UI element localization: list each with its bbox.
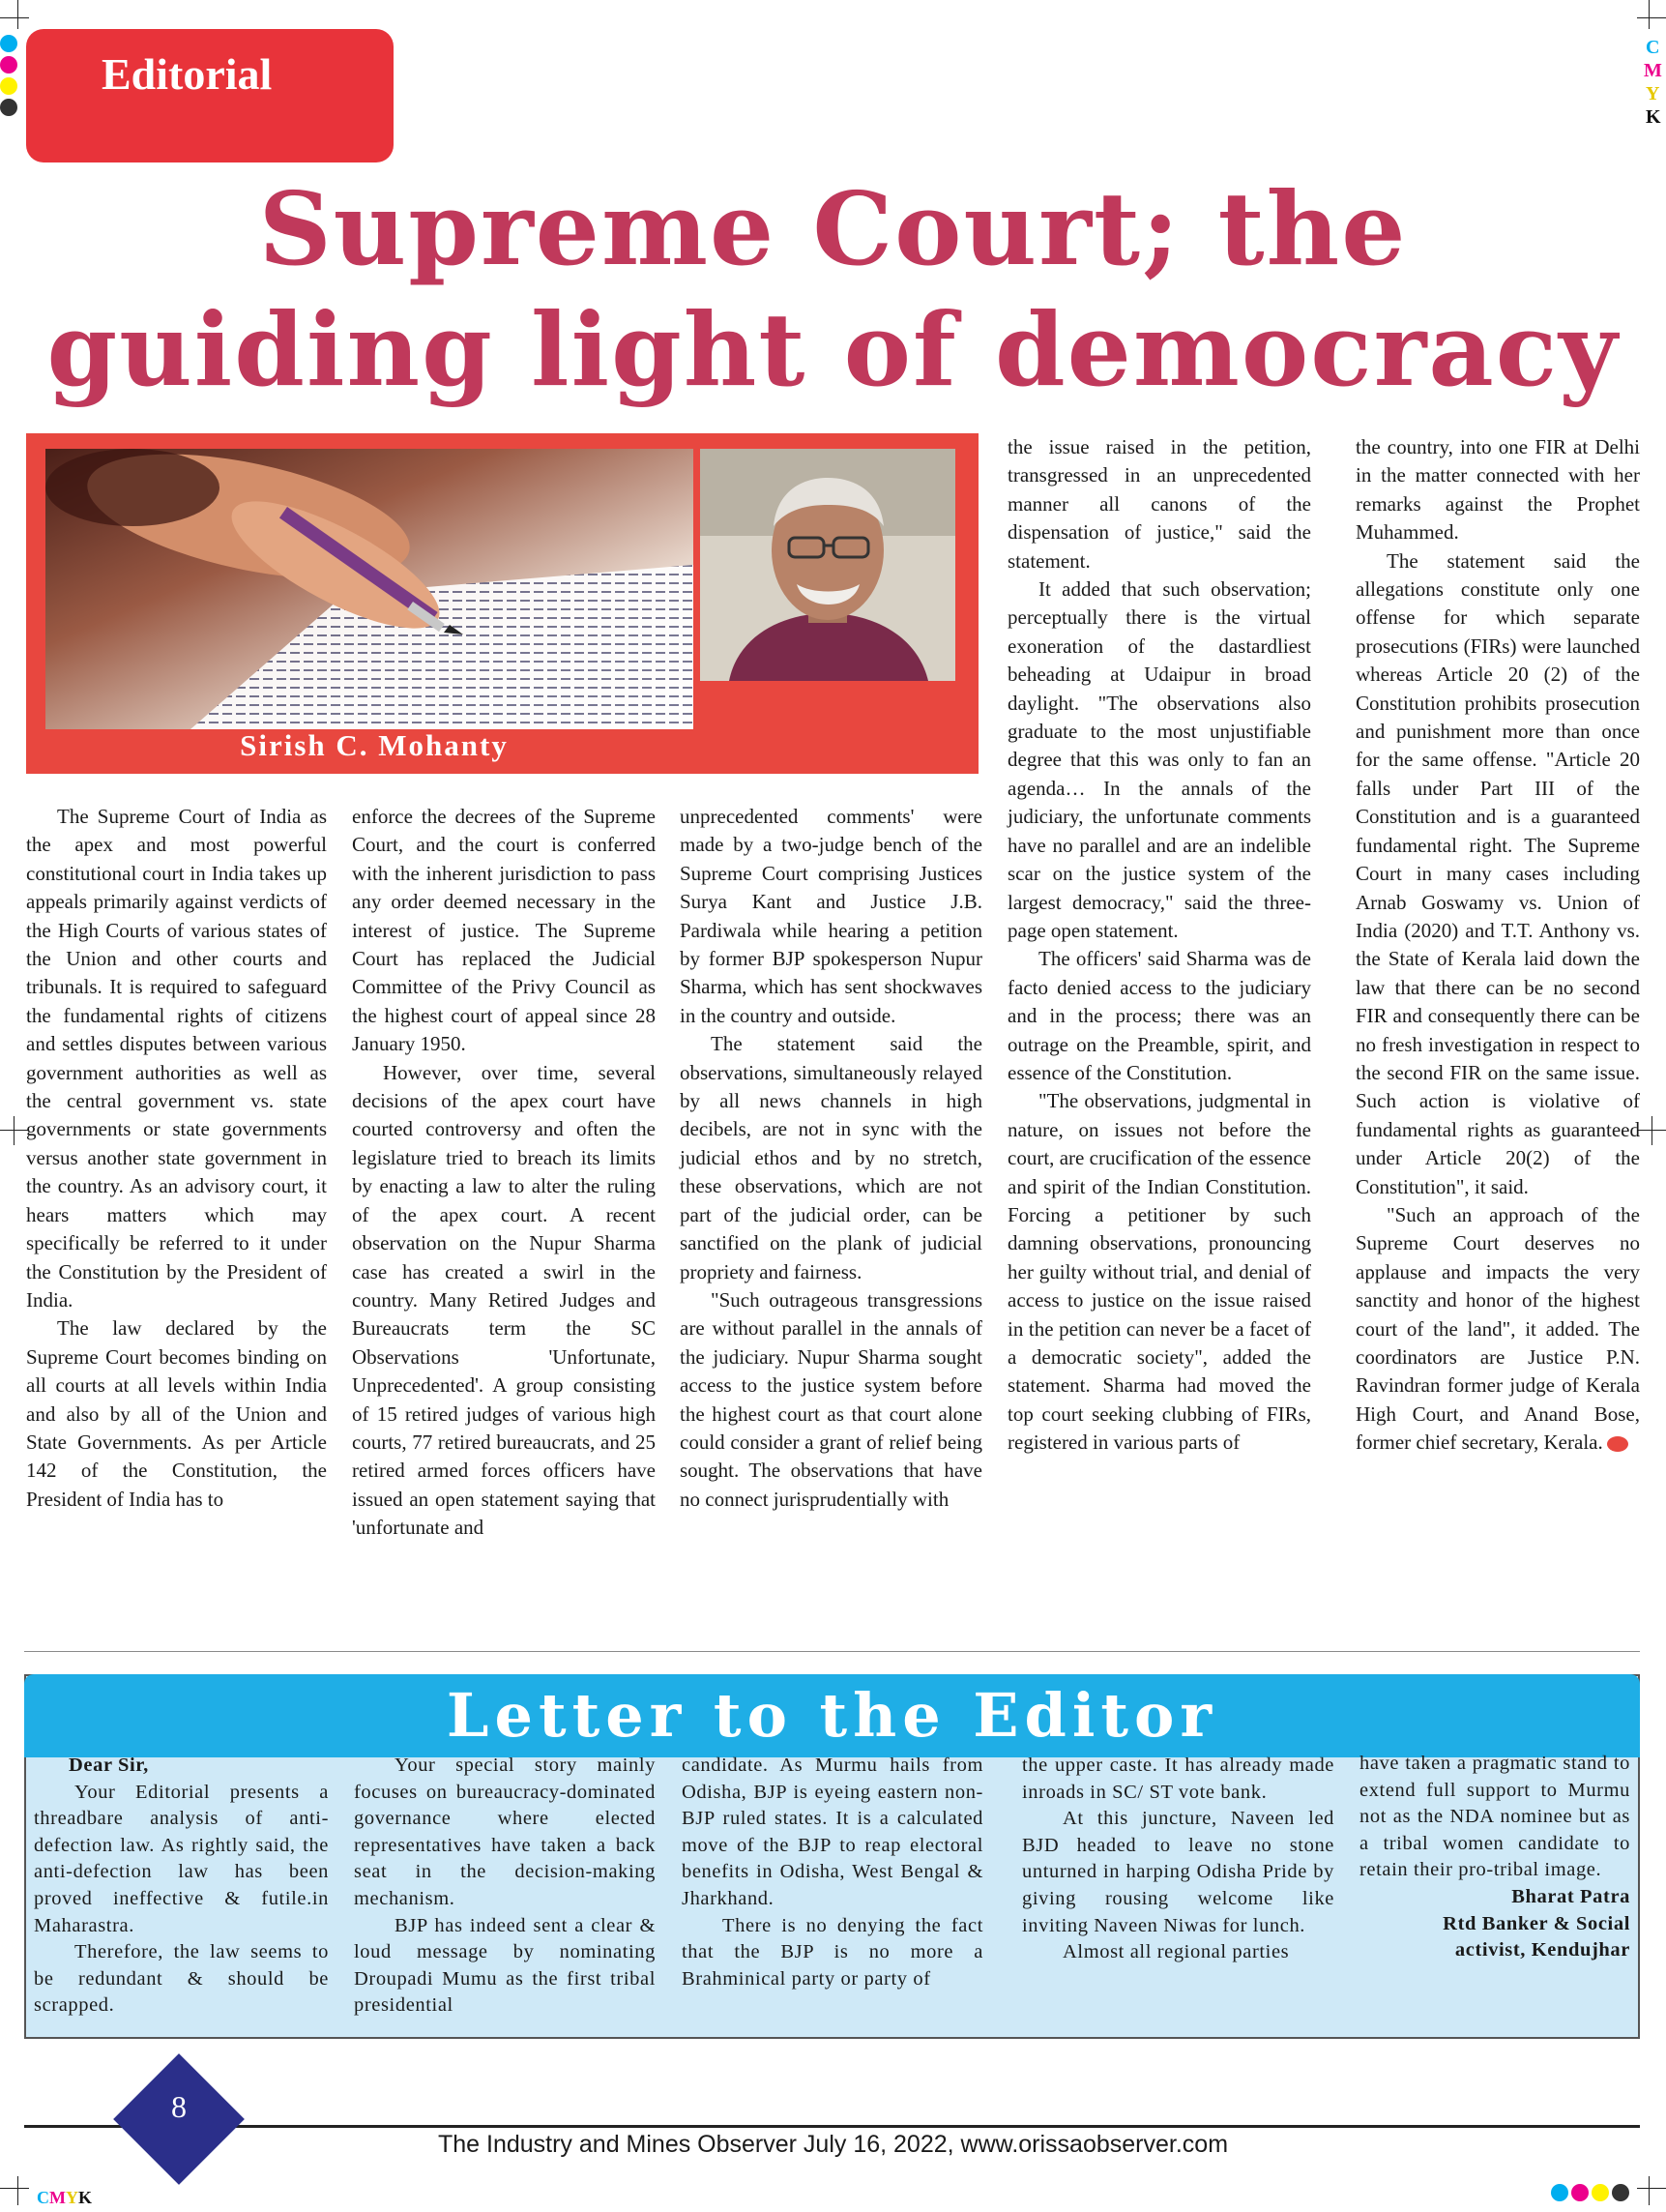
registration-mark [1637,17,1666,18]
letter-signature-name: Bharat Patra [1511,1885,1630,1907]
cyan-dot [1551,2184,1568,2201]
cmyk-letter-c: C [1646,37,1660,58]
registration-mark [0,1130,29,1131]
letter-paragraph: Almost all regional parties [1063,1941,1290,1963]
headline-line-1: Supreme Court; the [258,169,1408,288]
cmyk-mini-label [37,2188,92,2208]
black-dot [0,99,17,116]
cmyk-letter-y: Y [1646,83,1660,104]
yellow-dot [1592,2184,1609,2201]
article-paragraph: unprecedented comments' were made by a two-judge bench of the Supreme Court comprising Justices Surya Kant and Justice J.B. Pardiwala while hearing a petition by former BJP spokesperson Nupur Sharma, which has sent shockwaves in the country and outside. [680,805,982,1027]
writing-hand-photo [45,449,693,729]
registration-mark [1637,2188,1666,2189]
letter-signature-line: activist, Kendujhar [1454,1939,1630,1961]
registration-mark [0,2188,29,2189]
article-column-3 [680,803,982,1514]
registration-mark [1649,2176,1650,2205]
end-of-article-icon [1607,1436,1628,1452]
author-portrait [700,449,955,681]
letter-title: Letter to the Editor [446,1680,1218,1751]
section-tag [26,29,394,162]
letter-paragraph: There is no denying the fact that the BJP is no more a Brahminical party or party of [682,1914,983,1990]
article-paragraph: "Such outrageous transgressions are without parallel in the annals of the judiciary. Nupur Sharma sought access to the justice system before the highest court as that court alone could consider a grant of relief being sought. The observations that have no connect jurisprudentially with [680,1287,982,1511]
magenta-dot [0,56,17,74]
letter-salutation: Dear Sir, [69,1755,149,1776]
section-divider [24,1651,1640,1652]
letter-paragraph: Therefore, the law seems to be redundant & should be scrapped. [34,1941,329,2017]
letter-paragraph: candidate. As Murmu hails from Odisha, BJP is eyeing eastern non-BJP ruled states. It is a calculated move of the BJP to reap electoral benefits in Odisha, West Bengal & Jharkhand. [682,1755,983,1909]
cmyk-letter-m: M [1644,60,1662,81]
article-paragraph: However, over time, several decisions of the apex court have courted controversy and often the legislature tried to breach its limits by enacting a law to alter the ruling of the apex court. A recent observation on the Nupur Sharma case has created a swirl in the country. Many Retired Judges and Bureaucrats term the SC Observations 'Unfortunate, Unprecedented'. A group consisting of 15 retired judges of various high courts, 77 retired bureaucrats, and 25 retired armed forces officers have issued an open statement saying that 'unfortunate and [352,1060,656,1540]
cyan-dot [0,35,17,52]
letter-paragraph: BJP has indeed sent a clear & loud message by nominating Droupadi Mumu as the first tribal presidential [354,1914,656,2017]
footer-publication-line: The Industry and Mines Observer July 16, 2022, www.orissaobserver.com [437,2131,1229,2158]
article-column-5 [1356,433,1640,1458]
page-number: 8 [171,2089,187,2124]
article-paragraph: The statement said the allegations constitute only one offense for which separate prosecutions (FIRs) were launched whereas Article 20 (2) of the Constitution prohibits prosecution and punishment more than once for the same offense. "Article 20 falls under Part III of the Constitution and is a guaranteed fundamental right. The Supreme Court in many cases including Arnab Goswamy vs. Union of India (2020) and T.T. Anthony vs. the State of Kerala laid down the law that there can be no second FIR and consequently there can be no fresh investigation in respect to the second FIR on the same issue. Such action is violative of fundamental rights as guaranteed under Article 20(2) of the Constitution", it said. [1356,548,1640,1198]
letter-column-5 [1359,1751,1630,1964]
letter-paragraph: Your special story mainly focuses on bureaucracy-dominated governance where elected representatives have taken a back seat in the decision-making mechanism. [354,1755,656,1909]
article-paragraph: "The observations, judgmental in nature, on issues not before the court, are crucification of the essence and spirit of the Indian Constitution. Forcing a petitioner by such damning observations, pronouncing her guilty without trial, and denial of access to justice on the issue raised in the petition can never be a facet of a democratic society", added the statement. Sharma had moved the top court seeking clubbing of FIRs, registered in various parts of [1008,1089,1311,1455]
letter-paragraph: Your Editorial presents a threadbare analysis of anti-defection law. As rightly said, the anti-defection law has been proved ineffective & futile.in Maharastra. [34,1781,329,1936]
letter-paragraph: At this juncture, Naveen led BJD headed to leave no stone unturned in harping Odisha Pride by giving rousing welcome like inviting Naveen Niwas for lunch. [1022,1808,1334,1936]
registration-mark [17,0,18,29]
article-column-4 [1008,433,1311,1458]
magenta-dot [1571,2184,1589,2201]
byline: Sirish C. Mohanty [240,728,509,762]
article-paragraph: The law declared by the Supreme Court becomes binding on all courts at all levels within India and also by all of the Union and State Governments. As per Article 142 of the Constitution, the President of India has to [26,1316,327,1511]
registration-mark [14,1116,15,1145]
registration-mark [1649,0,1650,29]
letter-column-2 [354,1753,656,2020]
article-paragraph: the issue raised in the petition, transgressed in an unprecedented manner all canons of the dispensation of justice," said the statement. [1008,435,1311,573]
article-paragraph: The officers' said Sharma was de facto denied access to the judiciary and in the process; there was an outrage on the Preamble, spirit, and essence of the Constitution. [1008,947,1311,1084]
article-paragraph: enforce the decrees of the Supreme Court, and the court is conferred with the inherent jurisdiction to pass any order deemed necessary in the interest of justice. The Supreme Court has replaced the Judicial Committee of the Privy Council as the highest court of appeal since 28 January 1950. [352,805,656,1056]
section-tag-label: Editorial [102,49,273,99]
cmyk-mini-y: Y [66,2188,78,2207]
footer-rule [24,2125,1640,2128]
article-paragraph [1356,1201,1640,1458]
cmyk-mini-c: C [37,2188,49,2207]
cmyk-mini-k: K [78,2188,93,2207]
yellow-dot [0,77,17,95]
article-paragraph-text: "Such an approach of the Supreme Court deserves no applause and impacts the very sanctity and honor of the highest court of the land", it added. The coordinators are Justice P.N. Ravindran former judge of Kerala High Court, and Anand Bose, former chief secretary, Kerala. [1356,1202,1640,1455]
letter-signature-line: Rtd Banker & Social [1443,1912,1630,1934]
registration-mark [0,17,29,18]
letter-paragraph: the upper caste. It has already made inroads in SC/ ST vote bank. [1022,1755,1334,1803]
article-paragraph: The statement said the observations, simultaneously relayed by all news channels in high decibels, are not in sync with the judicial ethos and by no stretch, these observations, which are not part of the judicial order, can be sanctified on the plank of judicial propriety and fairness. [680,1032,982,1283]
letter-column-3 [682,1753,983,1992]
letter-column-1 [34,1753,329,2020]
cmyk-letter-k: K [1646,106,1661,128]
article-paragraph: the country, into one FIR at Delhi in the matter connected with her remarks against the Prophet Muhammed. [1356,435,1640,545]
letter-paragraph: have taken a pragmatic stand to extend full support to Murmu not as the NDA nominee but as a tribal women candidate to retain their pro-tribal image. [1359,1753,1630,1881]
letter-banner [24,1674,1640,1757]
registration-mark [17,2176,18,2205]
cmyk-mini-m: M [49,2188,66,2207]
headline-line-2: guiding light of democracy [46,290,1620,409]
article-column-2 [352,803,656,1543]
article-paragraph: The Supreme Court of India as the apex and most powerful constitutional court in India takes up appeals primarily against verdicts of the High Courts of various states of the Union and other courts and tribunals. It is required to safeguard the fundamental rights of citizens and settles disputes between various government authorities as well as the central government vs. state governments or state governments versus another state government in the country. As an advisory court, it hears matters which may specifically be referred to it under the Constitution by the President of India. [26,805,327,1312]
letter-column-4 [1022,1753,1334,1966]
hero-band [26,433,979,774]
article-paragraph: It added that such observation; perceptually there is the virtual exoneration of the dastardliest beheading at Udaipur in broad daylight. "The observations also graduate to the most unjustifiable degree that this was only to fan an agenda… In the annals of the judiciary, the unfortunate comments have no parallel and are an indelible scar on the justice system of the largest democracy," said the three-page open statement. [1008,577,1311,942]
black-dot [1612,2184,1629,2201]
article-column-1 [26,803,327,1514]
registration-mark [1651,1116,1652,1145]
